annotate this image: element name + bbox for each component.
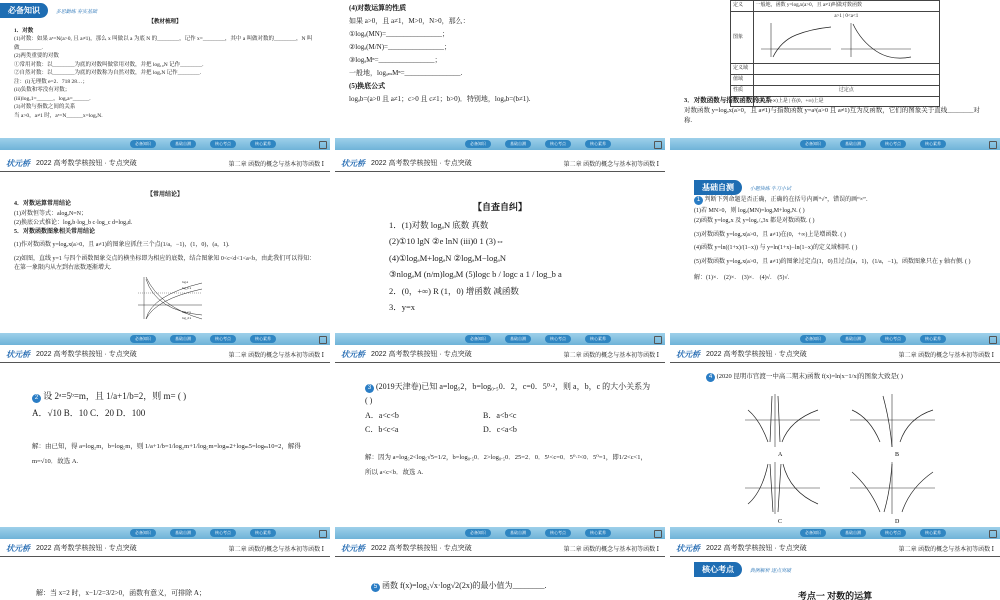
solution-text: 解：由已知，得 a=log₂m，b=log₅m，则 1/a+1/b=1/log₂m+1/log₅m=logₘ2+logₘ5=logₘ10=2，解得 m=√10．故选 A. (32, 443, 301, 466)
text-line: ①常用对数：以________为底的对数叫做常用对数，并把 log₁₀N 记作________. (14, 61, 204, 68)
ribbon-subtitle: 多思勤练 夯实基础 (55, 10, 98, 15)
text-line: (5)对数函数 y=logₐx(a>0，且 a≠1)的图象过定点(1，0)且过点(a，1)，(1/a，−1)，函数图象只在 y 轴右侧. ( ) (694, 258, 971, 265)
text-line: 当 a>0，a≠1 时，aˣ=N______x=logₐN. (14, 112, 103, 119)
chapter-label: 第二章 函数的概念与基本初等函数 Ⅰ (563, 546, 659, 553)
ribbon-title: 基础自测 (694, 180, 742, 195)
tab-核心素养[interactable]: 核心素养 (250, 140, 276, 148)
slide-header (670, 346, 1000, 363)
text-line: (1)对数：如果 aˣ=N(a>0, 且 a≠1)，那么 x 叫做以 a 为底 N 的________，记作 x=________，其中 a 叫做对数的________，N 叫做________. (14, 36, 313, 51)
curve-label: log_b x (182, 286, 192, 291)
tab-核心素养[interactable]: 核心素养 (585, 529, 611, 537)
slide-11[interactable] (335, 540, 665, 600)
footer-nav (0, 333, 330, 345)
graph-label: C (778, 519, 783, 524)
graph-label: D (895, 519, 900, 524)
chapter-label: 第二章 函数的概念与基本初等函数 Ⅰ (228, 161, 324, 168)
answer-options: A．√10 B．10 C．20 D．100 (32, 408, 146, 419)
chapter-label: 第二章 函数的概念与基本初等函数 Ⅰ (898, 546, 994, 553)
return-icon[interactable] (654, 530, 662, 538)
slide-header (0, 155, 330, 172)
header-title: 2022 高考数学核按钮 · 专点突破 (36, 351, 137, 358)
solution-text: 解：因为 a=log₅2<log₅√5=1/2，b=log₀.₅0．2>log₀.₅0．25=2．0．5¹<c=0．5⁰·²<0．5⁰=1，即1/2<c<1，所以 a<c<b．故选 A. (365, 453, 648, 477)
text-line: (2)函数 y=log₂x 及 y=log₁/₃3x 都是对数函数. ( ) (694, 218, 815, 224)
footer-nav (335, 333, 665, 345)
table-cell (753, 75, 939, 86)
slide-header (0, 540, 330, 557)
text-line: 注：(i)无理数 e=2．718 28…； (14, 78, 88, 85)
return-icon[interactable] (319, 336, 327, 344)
slide-2[interactable] (335, 0, 665, 150)
option-d: D．c<a<b (483, 425, 517, 435)
header-title: 2022 高考数学核按钮 · 专点突破 (371, 160, 472, 167)
slide-header (335, 155, 665, 172)
footer-nav (670, 333, 1000, 345)
brand-logo: 状元桥 (676, 543, 700, 553)
text-line: (1)对数恒等式：alogₐN=N； (14, 210, 88, 217)
slide-5[interactable] (335, 155, 665, 345)
text-line: ②自然对数：以________为底的对数称为自然对数，并把 logₑN 记作________. (14, 70, 202, 77)
tab-基础自测[interactable]: 基础自测 (170, 140, 196, 148)
tab-基础自测[interactable]: 基础自测 (840, 529, 866, 537)
footer-nav (0, 138, 330, 150)
graph-label: A (778, 452, 783, 458)
text-line: ①logₐ(MN)=________________； (349, 29, 450, 38)
text-line: ③logₐMⁿ=________________； (349, 55, 442, 64)
text-line: 5．对数函数图象相关常用结论 (14, 229, 96, 236)
section-heading: 【自查自纠】 (472, 202, 527, 212)
brand-logo: 状元桥 (341, 158, 365, 168)
graph-label: B (895, 452, 900, 458)
table-cell: 定义域 (731, 64, 754, 75)
text-line: 一般地，logₐₘMⁿ=________________. (349, 68, 463, 77)
question-number-icon: 3 (365, 384, 374, 393)
tab-基础自测[interactable]: 基础自测 (840, 140, 866, 148)
table-cell: 在(0，+∞)上是 | 在(0，+∞)上是 (753, 96, 939, 107)
text-line: logₐb=(a>0 且 a≠1；c>0 且 c≠1；b>0)．特别地，logₐb=(b≠1). (349, 94, 531, 103)
text-line: (4)①logₐM+logₐN ②logₐM−logₐN (389, 252, 506, 263)
tab-核心考点[interactable]: 核心考点 (545, 529, 571, 537)
text-line: (ii)负数和零没有对数； (14, 87, 71, 94)
ribbon-title: 必备知识 (0, 3, 48, 18)
tab-基础自测[interactable]: 基础自测 (505, 140, 531, 148)
tab-必备知识[interactable]: 必备知识 (130, 529, 156, 537)
graph-b (850, 394, 935, 458)
text-line: 解：(1)×． (2)×． (3)×． (4)√． (5)√. (694, 275, 790, 281)
return-icon[interactable] (989, 141, 997, 149)
text-line: (3)对数与指数之间的关系 (14, 104, 76, 111)
return-icon[interactable] (989, 336, 997, 344)
table-cell: 性质 (731, 85, 754, 96)
question-text: 函数 f(x)=log₂√x·log√2(2x)的最小值为________. (382, 581, 547, 590)
section-heading: 考点一 对数的运算 (797, 591, 873, 600)
tab-核心考点[interactable]: 核心考点 (880, 140, 906, 148)
text-line: 1．对数 (14, 27, 34, 34)
curve-label: log_d x (182, 316, 192, 321)
tab-核心考点[interactable]: 核心考点 (880, 529, 906, 537)
text-line: (iii)logₐ1=______，logₐa=______. (14, 95, 91, 102)
return-icon[interactable] (319, 530, 327, 538)
tab-必备知识[interactable]: 必备知识 (800, 335, 826, 343)
tab-核心素养[interactable]: 核心素养 (920, 335, 946, 343)
question-text: (2019天津卷)已知 a=log₅2，b=log₀.₅0．2，c=0．5⁰·²，则 a，b，c 的大小关系为( ) (365, 382, 651, 406)
slide-1[interactable] (0, 0, 330, 150)
log-curves-figure (134, 275, 204, 321)
brand-logo: 状元桥 (6, 158, 30, 168)
text-line: (2)如图，直线 y=1 与四个函数图象交点的横坐标即为相应的底数，结合图象知 0<c<d<1<a<b，由此我们可以得知：在第一象限内从左到右底数逐渐增大. (14, 255, 316, 272)
tab-核心素养[interactable]: 核心素养 (585, 140, 611, 148)
header-title: 2022 高考数学核按钮 · 专点突破 (36, 545, 137, 552)
footer-nav (0, 527, 330, 539)
slide-header (335, 540, 665, 557)
slide-3[interactable] (670, 0, 1000, 150)
tab-基础自测[interactable]: 基础自测 (170, 335, 196, 343)
text-line: 对数函数 y=logₐx(a>0，且 a≠1)与指数函数 y=aˣ(a>0 且 a≠1)互为反函数，它们的图象关于直线________对称. (684, 107, 980, 125)
solution-text: 解：当 x=2 时，x−1/2=3/2>0，函数有意义，可排除 A； (36, 589, 206, 597)
text-line: (3)对数函数 y=logₐx(a>0，且 a≠1)在(0，+∞)上是增函数. ( ) (694, 231, 846, 238)
slide-header (335, 346, 665, 363)
graph-a (745, 394, 820, 458)
slide-6[interactable] (670, 155, 1000, 345)
text-line: 4．对数运算常用结论 (14, 201, 72, 208)
tab-基础自测[interactable]: 基础自测 (505, 335, 531, 343)
text-line: (2)①10 lgN ②e lnN (iii)0 1 (3)⇔ (389, 236, 505, 247)
tab-必备知识[interactable]: 必备知识 (800, 140, 826, 148)
text-line: 判断下列命题是否正确，正确的在括号内画“√”，错误的画“×”． (704, 197, 872, 203)
slide-header (670, 540, 1000, 557)
tab-核心考点[interactable]: 核心考点 (210, 140, 236, 148)
function-graph-options (740, 392, 940, 524)
log-graphs (756, 21, 916, 59)
tab-基础自测[interactable]: 基础自测 (170, 529, 196, 537)
brand-logo: 状元桥 (676, 349, 700, 359)
return-icon[interactable] (319, 141, 327, 149)
slide-7[interactable] (0, 346, 330, 539)
ribbon-subtitle: 小题快练 牛刀小试 (749, 187, 792, 192)
slide-8[interactable] (335, 346, 665, 539)
table-cell: 过定点 (753, 85, 939, 96)
graph-d (850, 462, 935, 524)
text-line: (4)对数运算的性质 (349, 4, 407, 12)
tab-必备知识[interactable]: 必备知识 (130, 140, 156, 148)
brand-logo: 状元桥 (341, 349, 365, 359)
chapter-label: 第二章 函数的概念与基本初等函数 Ⅰ (228, 546, 324, 553)
tab-核心素养[interactable]: 核心素养 (250, 335, 276, 343)
text-line: (4)函数 y=ln((1+x)/(1−x)) 与 y=ln(1+x)−ln(1−x)的定义域相同. ( ) (694, 245, 858, 251)
text-line: 1．(1)对数 logₐN 底数 真数 (389, 219, 489, 230)
curve-label: log_c x (182, 310, 191, 315)
log-function-table (730, 0, 940, 107)
tab-必备知识[interactable]: 必备知识 (465, 529, 491, 537)
text-line: ③nlogₐM (n/m)logₐM (5)logc b / logc a 1 / log_b a (389, 269, 562, 280)
section-heading: 【常用结论】 (146, 192, 183, 198)
chapter-label: 第二章 函数的概念与基本初等函数 Ⅰ (228, 352, 324, 359)
slide-12[interactable] (670, 540, 1000, 600)
ribbon-title: 核心考点 (694, 562, 742, 577)
header-title: 2022 高考数学核按钮 · 专点突破 (371, 545, 472, 552)
chapter-label: 第二章 函数的概念与基本初等函数 Ⅰ (898, 352, 994, 359)
tab-必备知识[interactable]: 必备知识 (130, 335, 156, 343)
slide-9[interactable] (670, 346, 1000, 539)
brand-logo: 状元桥 (341, 543, 365, 553)
header-title: 2022 高考数学核按钮 · 专点突破 (706, 545, 807, 552)
slide-4[interactable] (0, 155, 330, 345)
table-cell: 图象 (731, 11, 754, 64)
tab-必备知识[interactable]: 必备知识 (465, 140, 491, 148)
brand-logo: 状元桥 (6, 543, 30, 553)
tab-必备知识[interactable]: 必备知识 (465, 335, 491, 343)
table-cell: a>1 | 0<a<1 (834, 13, 859, 19)
tab-核心考点[interactable]: 核心考点 (210, 529, 236, 537)
table-cell: 一般地，函数 y=logₐx(a>0，且 a≠1)叫做对数函数 (753, 1, 939, 12)
tab-核心考点[interactable]: 核心考点 (545, 140, 571, 148)
tab-核心素养[interactable]: 核心素养 (250, 529, 276, 537)
question-number-icon: 5 (371, 583, 380, 592)
question-text: (2020 昆明市官渡一中高二期末)函数 f(x)=ln|x−1/x|的图象大致是( ) (716, 373, 903, 380)
return-icon[interactable] (989, 530, 997, 538)
tab-核心考点[interactable]: 核心考点 (545, 335, 571, 343)
footer-nav (335, 527, 665, 539)
tab-核心考点[interactable]: 核心考点 (880, 335, 906, 343)
tab-核心素养[interactable]: 核心素养 (920, 529, 946, 537)
tab-核心考点[interactable]: 核心考点 (210, 335, 236, 343)
chapter-label: 第二章 函数的概念与基本初等函数 Ⅰ (563, 161, 659, 168)
table-cell (753, 64, 939, 75)
table-cell: 值域 (731, 75, 754, 86)
text-line: ②logₐ(M/N)=________________； (349, 42, 451, 51)
header-title: 2022 高考数学核按钮 · 专点突破 (706, 351, 807, 358)
footer-nav (335, 138, 665, 150)
text-line: (1)作对数函数 y=logₐx(a>0，且 a≠1)的图象应抓住三个点(1/a，−1)，(1，0)，(a，1). (14, 242, 230, 249)
text-line: (1)若 MN>0，则 logₐ(MN)=logₐM+logₐN. ( ) (694, 207, 805, 214)
return-icon[interactable] (654, 141, 662, 149)
text-line: 2．(0，+∞) R (1，0) 增函数 减函数 (389, 285, 519, 296)
text-line: (2)两类重要的对数 (14, 53, 59, 60)
tab-基础自测[interactable]: 基础自测 (840, 335, 866, 343)
return-icon[interactable] (654, 336, 662, 344)
tab-基础自测[interactable]: 基础自测 (505, 529, 531, 537)
section-heading: 【教材梳理】 (148, 19, 182, 25)
text-line: 3．对数函数与指数函数的关系 (684, 97, 772, 104)
tab-核心素养[interactable]: 核心素养 (920, 140, 946, 148)
footer-nav (670, 527, 1000, 539)
table-cell: 定义 (731, 1, 754, 12)
slide-10[interactable] (0, 540, 330, 600)
option-c: C．b<c<a (365, 425, 399, 435)
footer-nav (670, 138, 1000, 150)
question-text: 设 2ᵃ=5ᵇ=m，且 1/a+1/b=2，则 m= ( ) (43, 391, 187, 401)
text-line: (2)换底公式推论：logₐb·log_b c·log_c d=logₐd. (14, 219, 133, 226)
text-line: 3．y=x (389, 302, 416, 313)
slide-header (0, 346, 330, 363)
option-b: B．a<b<c (483, 410, 517, 420)
chapter-label: 第二章 函数的概念与基本初等函数 Ⅰ (563, 352, 659, 359)
question-number-icon: 2 (32, 394, 41, 403)
option-a: A．a<c<b (365, 410, 399, 420)
header-title: 2022 高考数学核按钮 · 专点突破 (371, 351, 472, 358)
curve-label: logₐx (182, 280, 189, 285)
text-line: (5)换底公式 (349, 81, 386, 90)
question-number-icon: 4 (706, 373, 715, 382)
header-title: 2022 高考数学核按钮 · 专点突破 (36, 160, 137, 167)
text-line: 如果 a>0，且 a≠1，M>0，N>0，那么： (349, 16, 470, 25)
ribbon-subtitle: 典例解析 逐点突破 (749, 569, 792, 574)
question-number-icon: 1 (694, 196, 703, 205)
tab-必备知识[interactable]: 必备知识 (800, 529, 826, 537)
graph-c (745, 462, 820, 524)
brand-logo: 状元桥 (6, 349, 30, 359)
tab-核心素养[interactable]: 核心素养 (585, 335, 611, 343)
